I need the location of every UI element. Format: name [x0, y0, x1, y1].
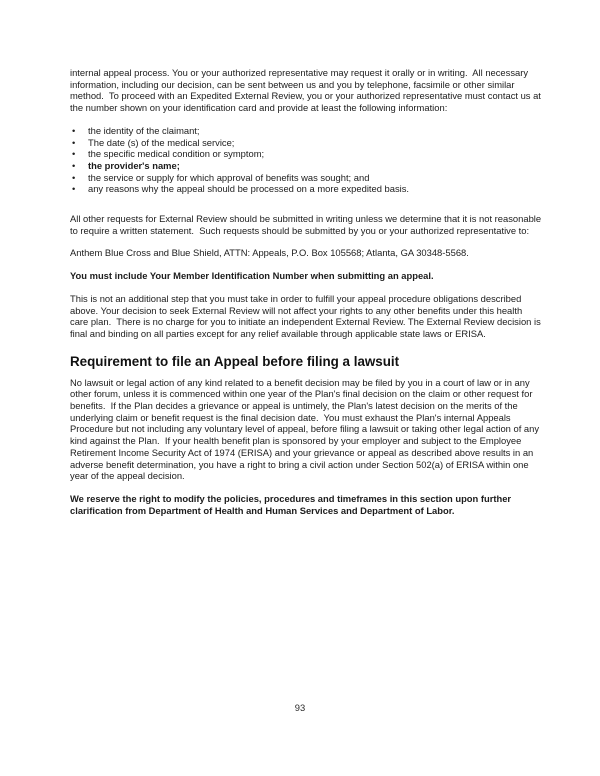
list-item-text: any reasons why the appeal should be processed on a more expedited basis.: [88, 183, 410, 195]
list-item: [70, 137, 542, 149]
list-item-text: the specific medical condition or symptom;: [88, 148, 265, 160]
list-item-text: the service or supply for which approval of benefits was sought; and: [88, 171, 370, 183]
paragraph-mailing-address: Anthem Blue Cross and Blue Shield, ATTN: Appeals, P.O. Box 105568; Atlanta, GA 30348-5568.: [70, 247, 469, 259]
paragraph-external-review: All other requests for External Review should be submitted in writing unless we determine that it is not reasonable to require a written statement. Such requests should be submitted by you or your authorized representative to:: [70, 213, 544, 236]
paragraph-additional-step: This is not an additional step that you must take in order to fulfill your appeal procedure obligations described above. Your decision to seek External Review will not affect your rights to any other benefits under this health care plan. There is no charge for you to initiate an independent External Review. The External Review decision is final and binding on all parties except for any relief available through applicable state laws or ERISA.: [70, 292, 544, 339]
list-item-text: the identity of the claimant;: [88, 124, 200, 136]
list-item-text: the provider's name;: [88, 159, 180, 171]
section-heading: Requirement to file an Appeal before filing a lawsuit: [70, 353, 400, 369]
member-id-notice: You must include Your Member Identification Number when submitting an appeal.: [70, 270, 434, 282]
expedited-review-info-list: [70, 125, 542, 195]
list-item: [70, 148, 542, 160]
list-item: [70, 172, 542, 184]
list-item: [70, 125, 542, 137]
list-item: [70, 160, 542, 172]
page-content: [70, 67, 542, 527]
reserve-rights-notice: We reserve the right to modify the policies, procedures and timeframes in this section upon further clarification from Department of Health and Human Services and Department of Labor.: [70, 492, 514, 516]
page-number: 93: [294, 702, 306, 713]
paragraph-intro: internal appeal process. You or your authorized representative may request it orally or in writing. All necessary information, including our decision, can be sent between us and you by telephone, facsimile or other similar method. To proceed with an Expedited External Review, you or your authorized representative must contact us at the number shown on your identification card and provide at least the following information:: [70, 67, 544, 114]
list-item: [70, 183, 542, 195]
list-item-text: The date (s) of the medical service;: [88, 136, 235, 148]
paragraph-lawsuit: No lawsuit or legal action of any kind related to a benefit decision may be filed by you in a court of law or in any other forum, unless it is commenced within one year of the Plan's final decision on the claim or other request for benefits. If the Plan decides a grievance or appeal is untimely, the Plan's latest decision on the merits of the underlying claim or benefit request is the final decision date. You must exhaust the Plan's internal Appeals Procedure but not including any voluntary level of appeal, before filing a lawsuit or taking other legal action of any kind against the Plan. If your health benefit plan is sponsored by your employer and subject to the Employee Retirement Income Security Act of 1974 (ERISA) and your grievance or appeal as described above results in an adverse benefit determination, you have a right to bring a civil action under Section 502(a) of ERISA within one year of the appeal decision.: [70, 376, 542, 482]
